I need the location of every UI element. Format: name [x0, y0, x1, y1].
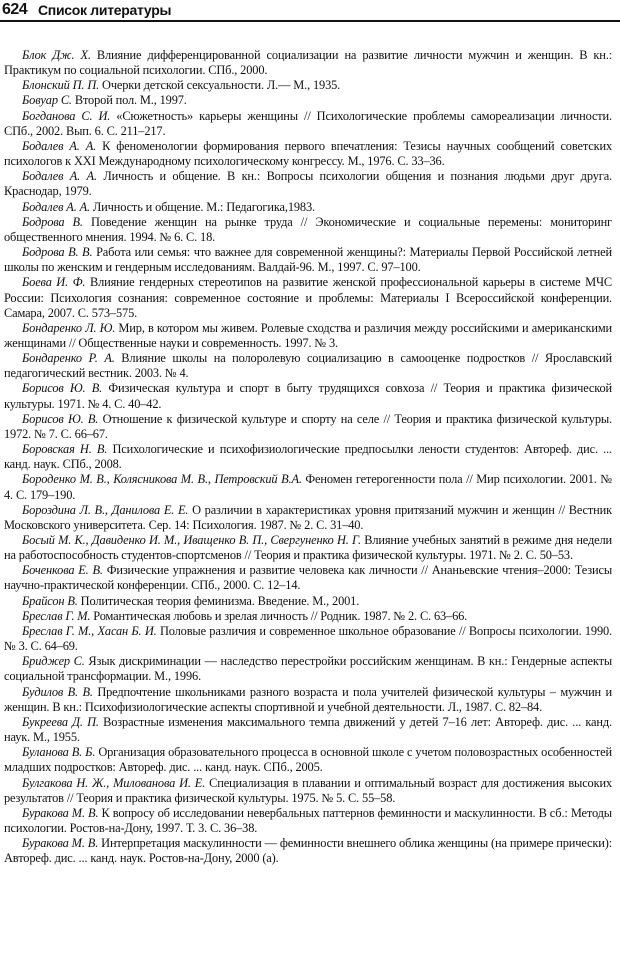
entry-text: Влияние гендерных стереотипов на развитие женской профессиональной карьеры в системе МЧС России: Психология сознания: современное состояние и проблемы: Материалы I Всероссийской конференции. Самара, 2007. С. 573–575. [4, 275, 612, 320]
bibliography-entry [4, 442, 612, 472]
bibliography-entry [4, 412, 612, 442]
bibliography-entry [4, 685, 612, 715]
entry-text: Интерпретация маскулинности — феминности внешнего облика женщины (на примере прически): Автореф. дис. ... канд. наук. Ростов-на-Дону, 2000 (а). [4, 836, 612, 866]
entry-author: Борисов Ю. В. [22, 411, 99, 426]
entry-author: Блок Дж. Х. [22, 48, 91, 62]
bibliography-entry [4, 351, 612, 381]
entry-author: Буракова М. В. [22, 836, 99, 851]
running-title: Список литературы [38, 2, 172, 18]
bibliography-entry [4, 654, 612, 684]
entry-text: Личность и общение. В кн.: Вопросы психологии общения и познания людьми друг друга. Краснодар, 1979. [4, 169, 612, 199]
bibliography-entry [4, 472, 612, 502]
bibliography-entry [4, 169, 612, 199]
entry-text: К феноменологии формирования первого впечатления: Тезисы научных сообщений советских психологов к XXI Международному психологическому конгрессу. М., 1976. С. 33–36. [4, 138, 612, 169]
entry-author: Бреслав Г. М. [22, 608, 91, 623]
entry-text: Личность и общение. М.: Педагогика,1983. [89, 199, 315, 214]
entry-author: Бриджер С. [22, 654, 85, 669]
bibliography-entry [4, 245, 612, 275]
entry-author: Боровская Н. В. [22, 442, 108, 457]
entry-author: Босый М. К., Давиденко И. М., Иващенко В. П., Свергуненко Н. Г. [22, 533, 361, 547]
bibliography-entry [4, 806, 612, 836]
entry-text: Политическая теория феминизма. Введение. М., 2001. [77, 593, 360, 608]
entry-text: К вопросу об исследовании невербальных паттернов феминности и маскулинности. В сб.: Методы психологии. Ростов-на-Дону, 1997. Т. 3. С. 36–38. [4, 805, 612, 835]
bibliography-entry [4, 200, 612, 215]
entry-text: «Сюжетность» карьеры женщины // Психологические проблемы самореализации личности. СПб., 2002. Вып. 6. С. 211–217. [4, 108, 612, 138]
bibliography-entry [4, 533, 612, 563]
entry-author: Бороздина Л. В., Данилова Е. Е. [22, 502, 189, 517]
entry-text: О различии в характеристиках уровня притязаний мужчин и женщин // Вестник Московского университета. Сер. 14: Психология. 1987. № 2. С. 31–40. [4, 502, 612, 532]
entry-text: Физическая культура и спорт в быту трудящихся совхоза // Теория и практика физической культуры. 1971. № 4. С. 40–42. [4, 381, 612, 411]
bibliography-entry [4, 594, 612, 609]
bibliography-entry [4, 609, 612, 624]
entry-author: Бондаренко Р. А. [22, 351, 115, 366]
entry-text: Отношение к физической культуре и спорту на селе // Теория и практика физической культуры. 1972. № 7. С. 66–67. [4, 411, 612, 441]
entry-text: Физические упражнения и развитие человека как личности // Ананьевские чтения–2000: Тезисы научно-практической конференции. СПб., 2000. С. 12–14. [4, 563, 612, 593]
entry-author: Брайсон В. [22, 593, 78, 608]
bibliography-entry [4, 78, 612, 93]
bibliography-entry [4, 139, 612, 169]
bibliography-entry [4, 93, 612, 108]
bibliography-entry [4, 624, 612, 654]
entry-author: Бороденко М. В., Колясникова М. В., Петровский В.А. [22, 472, 302, 487]
entry-author: Блонский П. П. [22, 78, 100, 93]
entry-text: Романтическая любовь и зрелая личность // Родник. 1987. № 2. С. 63–66. [90, 608, 468, 623]
entry-text: Влияние школы на полоролевую социализацию в самооценке подростков // Ярославский педагогический вестник. 2003. № 4. [4, 351, 612, 381]
entry-author: Борисов Ю. В. [22, 381, 103, 396]
entry-text: Возрастные изменения максимального темпа движений у детей 7–16 лет: Автореф. дис. ... канд. наук. М., 1955. [4, 714, 612, 745]
entry-text: Феномен гетерогенности пола // Мир психологии. 2001. № 4. С. 179–190. [4, 472, 612, 502]
bibliography-entry [4, 109, 612, 139]
entry-text: Очерки детской сексуальности. Л.— М., 1935. [99, 78, 341, 93]
bibliography-entry [4, 275, 612, 320]
bibliography-entry [4, 503, 612, 533]
entry-text: Второй пол. М., 1997. [71, 93, 187, 108]
entry-author: Булгакова Н. Ж., Милованова И. Е. [22, 775, 206, 790]
bibliography-entry [4, 715, 612, 745]
entry-text: Предпочтение школьниками разного возраста и пола учителей физической культуры – мужчин и женщин. В кн.: Психофизиологические аспекты спортивной и учебной деятельности. Л., 1987. С. 82–84. [4, 684, 612, 714]
entry-author: Букреева Д. П. [22, 714, 99, 729]
bibliography-entry [4, 321, 612, 351]
bibliography-entry [4, 381, 612, 411]
entry-text: Работа или семья: что важнее для современной женщины?: Материалы Первой Российской летней школы по женским и гендерным исследованиям. Валдай-96. М., 1997. С. 97–100. [4, 245, 612, 275]
entry-author: Буракова М. В. [22, 805, 99, 820]
entry-text: Влияние дифференцированной социализации на развитие личности мужчин и женщин. В кн.: Практикум по социальной психологии. СПб., 2000. [4, 48, 612, 78]
entry-text: Поведение женщин на рынке труда // Экономические и социальные перемены: мониторинг общественного мнения. 1994. № 6. С. 18. [4, 214, 612, 244]
entry-text: Организация образовательного процесса в основной школе с учетом половозрастных особенностей младших подростков: Автореф. дис. ... канд. наук. СПб., 2005. [4, 745, 612, 775]
entry-author: Буланова В. Б. [22, 745, 96, 760]
bibliography-list [4, 48, 612, 866]
entry-author: Бреслав Г. М., Хасан Б. И. [22, 623, 157, 638]
entry-author: Будилов В. В. [22, 684, 93, 699]
bibliography-entry [4, 745, 612, 775]
bibliography-entry [4, 776, 612, 806]
entry-text: Влияние учебных занятий в режиме дня недели на работоспособность студентов-спортсменов // Теория и практика физической культуры. 1971. № 2. С. 50–53. [4, 533, 613, 563]
entry-author: Богданова С. И. [22, 108, 111, 123]
bibliography-entry [4, 215, 612, 245]
entry-text: Язык дискриминации — наследство перестройки российским женщинам. В кн.: Гендерные аспекты социальной трансформации. М., 1996. [4, 654, 613, 684]
entry-author: Бодалев А. А. [22, 138, 97, 153]
entry-author: Боева И. Ф. [22, 275, 86, 290]
bibliography-entry [4, 836, 612, 866]
entry-text: Мир, в котором мы живем. Ролевые сходства и различия между российскими и американскими женщинами // Общественные науки и современность. 1997. № 3. [4, 320, 612, 350]
entry-author: Бовуар С. [22, 93, 72, 108]
page-header [0, 0, 620, 22]
page-number: 624 [2, 1, 28, 18]
entry-text: Половые различия и современное школьное образование // Вопросы психологии. 1990. № 3. С. 64–69. [4, 623, 613, 654]
entry-author: Боченкова Е. В. [22, 563, 103, 578]
entry-author: Бодрова В. [22, 214, 83, 229]
bibliography-entry [4, 563, 612, 593]
bibliography-entry [4, 48, 612, 78]
entry-author: Бондаренко Л. Ю. [22, 320, 116, 335]
entry-text: Специализация в плавании и оптимальный возраст для достижения высоких результатов // Теория и практика физической культуры. 1975. № 5. С. 55–58. [4, 775, 612, 805]
entry-author: Бодалев А. А. [22, 199, 90, 214]
entry-text: Психологические и психофизиологические предпосылки лености студентов: Автореф. дис. ... канд. наук. СПб., 2008. [4, 442, 612, 472]
entry-author: Бодалев А. А. [22, 169, 97, 184]
entry-author: Бодрова В. В. [22, 245, 93, 260]
